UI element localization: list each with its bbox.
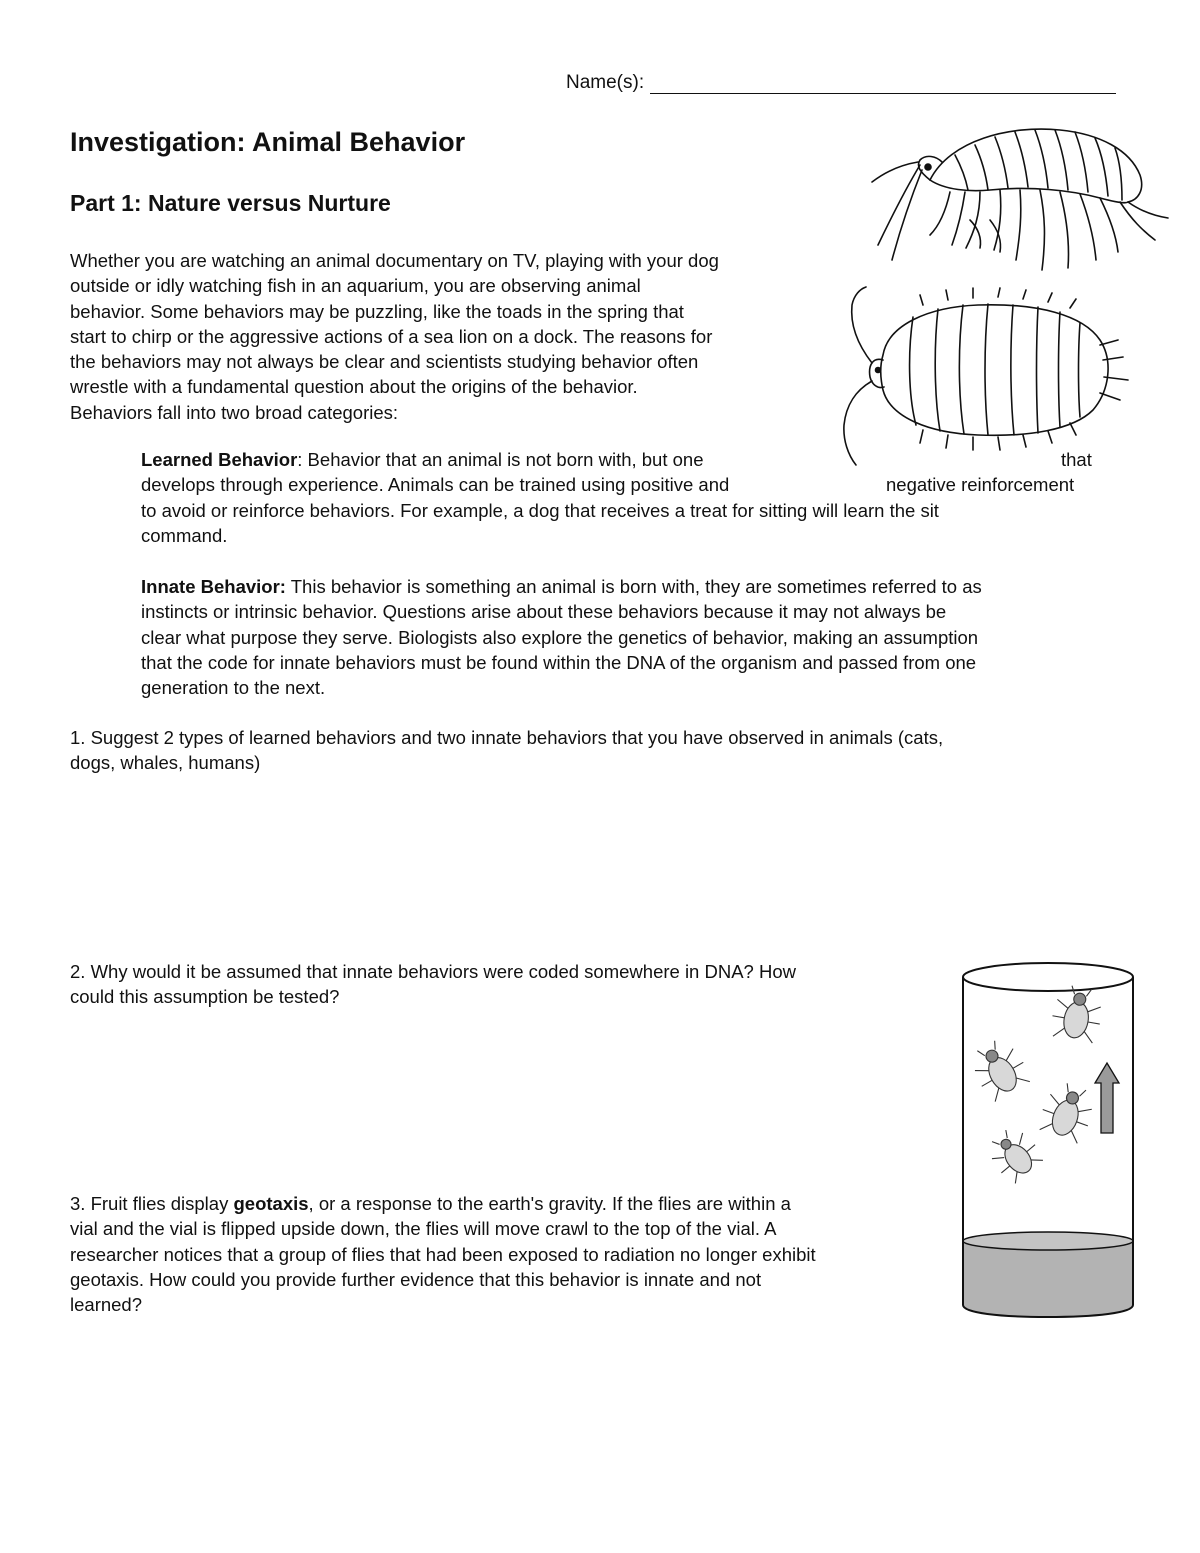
question-3-line2: vial and the vial is flipped upside down, the flies will move crawl to the top of the vial. A bbox=[70, 1218, 777, 1240]
fruit-fly bbox=[982, 1122, 1046, 1186]
innate-line4: that the code for innate behaviors must be found within the DNA of the organism and passed from one bbox=[141, 651, 977, 673]
question-1-line1: 1. Suggest 2 types of learned behaviors and two innate behaviors that you have observed in animals (cats, bbox=[70, 727, 944, 748]
name-blank-line[interactable] bbox=[650, 75, 1116, 94]
question-2-answer-area[interactable] bbox=[70, 1020, 930, 1180]
innate-line3: clear what purpose they serve. Biologists also explore the genetics of behavior, making an assumption bbox=[141, 626, 979, 648]
part1-heading: Part 1: Nature versus Nurture bbox=[70, 190, 391, 216]
name-field[interactable] bbox=[566, 72, 1116, 94]
fruit-fly-vial-illustration bbox=[955, 955, 1145, 1320]
amphipod-illustration bbox=[870, 120, 1170, 280]
isopod-illustration bbox=[838, 285, 1138, 470]
vial-liquid bbox=[963, 1240, 1133, 1317]
question-3-line1: , or a response to the earth's gravity. If the flies are within a bbox=[308, 1193, 791, 1214]
name-label: Name(s): bbox=[566, 72, 645, 93]
page-title: Investigation: Animal Behavior bbox=[70, 127, 466, 157]
question-3-line4: geotaxis. How could you provide further evidence that this behavior is innate and not bbox=[70, 1268, 762, 1290]
innate-line2: instincts or intrinsic behavior. Questions arise about these behaviors because it may not always be bbox=[141, 601, 947, 623]
innate-behavior-term: Innate Behavior: bbox=[141, 576, 286, 597]
intro-line: outside or idly watching fish in an aquarium, you are observing animal bbox=[70, 275, 641, 297]
innate-line5: generation to the next. bbox=[141, 677, 326, 699]
learned-line2-right: negative reinforcement bbox=[886, 474, 1075, 496]
question-1-answer-area[interactable] bbox=[70, 790, 1130, 940]
intro-paragraph bbox=[70, 248, 850, 425]
fruit-fly bbox=[1036, 1078, 1099, 1144]
learned-line1-right: that bbox=[1061, 449, 1092, 470]
innate-behavior-definition bbox=[141, 574, 1131, 700]
intro-line: behavior. Some behaviors may be puzzling, like the toads in the spring that bbox=[70, 300, 684, 322]
up-arrow-icon bbox=[1095, 1063, 1119, 1133]
question-3-line3: researcher notices that a group of flies that had been exposed to radiation no longer exhibit bbox=[70, 1243, 816, 1265]
learned-line2: develops through experience. Animals can be trained using positive and bbox=[141, 474, 730, 496]
learned-line3: to avoid or reinforce behaviors. For example, a dog that receives a treat for sitting will learn the sit bbox=[141, 499, 939, 521]
intro-line: Whether you are watching an animal documentary on TV, playing with your dog bbox=[70, 250, 719, 271]
intro-line: Behaviors fall into two broad categories: bbox=[70, 401, 399, 423]
fruit-fly bbox=[965, 1034, 1033, 1104]
question-3-answer-area[interactable] bbox=[70, 1325, 1130, 1525]
learned-line4: command. bbox=[141, 524, 228, 546]
intro-line: wrestle with a fundamental question about the origins of the behavior. bbox=[70, 376, 638, 398]
learned-behavior-term: Learned Behavior bbox=[141, 449, 298, 470]
learned-line1: : Behavior that an animal is not born with, but one bbox=[297, 449, 704, 470]
vial-liquid-surface bbox=[963, 1232, 1133, 1250]
question-1-line2: dogs, whales, humans) bbox=[70, 752, 261, 774]
geotaxis-term: geotaxis bbox=[233, 1193, 309, 1214]
innate-line1: This behavior is something an animal is born with, they are sometimes referred to as bbox=[285, 576, 982, 597]
question-3-intro: 3. Fruit flies display bbox=[70, 1193, 234, 1214]
question-3-line5: learned? bbox=[70, 1294, 143, 1316]
fruit-fly bbox=[1049, 983, 1105, 1044]
intro-line: start to chirp or the aggressive actions of a sea lion on a dock. The reasons for bbox=[70, 325, 713, 347]
question-2-line2: could this assumption be tested? bbox=[70, 986, 340, 1008]
question-1 bbox=[70, 725, 1150, 776]
question-2-line1: 2. Why would it be assumed that innate behaviors were coded somewhere in DNA? How bbox=[70, 961, 796, 982]
intro-line: the behaviors may not always be clear and scientists studying behavior often bbox=[70, 351, 699, 373]
